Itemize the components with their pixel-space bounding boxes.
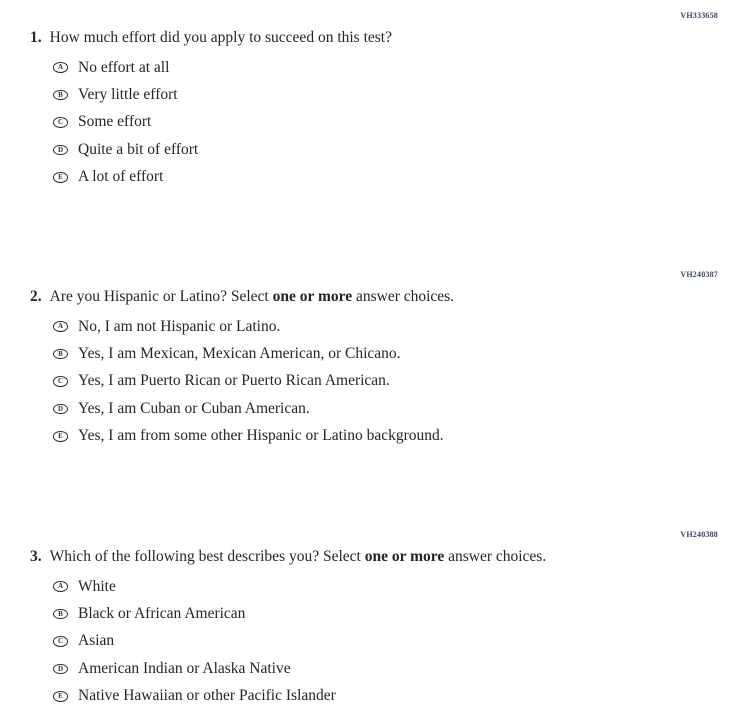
- bubble-a-icon[interactable]: A: [53, 321, 68, 332]
- question-3-text: Which of the following best describes you? Select one or more answer choices.: [49, 548, 547, 565]
- answer-option-2a[interactable]: [0, 313, 739, 340]
- option-label: Yes, I am from some other Hispanic or Latino background.: [78, 427, 444, 445]
- answer-option-3a[interactable]: [0, 573, 739, 600]
- bubble-e-icon[interactable]: E: [53, 431, 68, 442]
- item-code-2: VH240387: [680, 270, 718, 279]
- option-label: Black or African American: [78, 605, 246, 623]
- question-1-options: [0, 54, 739, 191]
- answer-option-3e[interactable]: [0, 683, 739, 710]
- option-label: Yes, I am Mexican, Mexican American, or Chicano.: [78, 345, 401, 363]
- option-label: Very little effort: [78, 86, 178, 104]
- bubble-a-icon[interactable]: A: [53, 581, 68, 592]
- answer-option-1c[interactable]: [0, 109, 739, 136]
- bubble-c-icon[interactable]: C: [53, 376, 68, 387]
- bubble-b-icon[interactable]: B: [53, 609, 68, 620]
- option-label: White: [78, 577, 116, 595]
- answer-option-1e[interactable]: [0, 164, 739, 191]
- answer-option-3d[interactable]: [0, 655, 739, 682]
- question-3-number: 3.: [30, 548, 42, 565]
- question-1-text: How much effort did you apply to succeed on this test?: [49, 29, 392, 46]
- bubble-e-icon[interactable]: E: [53, 691, 68, 702]
- question-2: [0, 271, 739, 450]
- bubble-d-icon[interactable]: D: [53, 145, 68, 156]
- answer-option-2e[interactable]: [0, 423, 739, 450]
- option-label: Quite a bit of effort: [78, 140, 199, 158]
- question-2-text: Are you Hispanic or Latino? Select one or more answer choices.: [49, 288, 455, 305]
- option-label: A lot of effort: [78, 168, 164, 186]
- option-label: Yes, I am Cuban or Cuban American.: [78, 399, 310, 417]
- bubble-b-icon[interactable]: B: [53, 90, 68, 101]
- question-2-number: 2.: [30, 288, 42, 305]
- answer-option-3c[interactable]: [0, 628, 739, 655]
- bubble-a-icon[interactable]: A: [53, 62, 68, 73]
- question-3: [0, 531, 739, 710]
- item-code-1: VH333658: [680, 11, 718, 20]
- question-2-options: [0, 313, 739, 450]
- answer-option-2c[interactable]: [0, 368, 739, 395]
- question-3-prompt: [0, 549, 739, 565]
- question-2-prompt: [0, 289, 739, 305]
- question-3-options: [0, 573, 739, 710]
- question-1-number: 1.: [30, 29, 42, 46]
- answer-option-3b[interactable]: [0, 600, 739, 627]
- option-label: American Indian or Alaska Native: [78, 659, 291, 677]
- answer-option-1b[interactable]: [0, 81, 739, 108]
- option-label: Yes, I am Puerto Rican or Puerto Rican American.: [78, 372, 390, 390]
- answer-option-2b[interactable]: [0, 340, 739, 367]
- bubble-e-icon[interactable]: E: [53, 172, 68, 183]
- bubble-c-icon[interactable]: C: [53, 636, 68, 647]
- bubble-d-icon[interactable]: D: [53, 404, 68, 415]
- answer-option-1d[interactable]: [0, 136, 739, 163]
- bubble-c-icon[interactable]: C: [53, 117, 68, 128]
- item-code-3: VH240388: [680, 530, 718, 539]
- bubble-b-icon[interactable]: B: [53, 349, 68, 360]
- question-1: [0, 12, 739, 191]
- option-label: No effort at all: [78, 58, 170, 76]
- answer-option-1a[interactable]: [0, 54, 739, 81]
- question-1-prompt: [0, 30, 739, 46]
- option-label: Some effort: [78, 113, 152, 131]
- option-label: No, I am not Hispanic or Latino.: [78, 317, 281, 335]
- option-label: Native Hawaiian or other Pacific Islander: [78, 687, 336, 705]
- answer-option-2d[interactable]: [0, 395, 739, 422]
- bubble-d-icon[interactable]: D: [53, 664, 68, 675]
- option-label: Asian: [78, 632, 115, 650]
